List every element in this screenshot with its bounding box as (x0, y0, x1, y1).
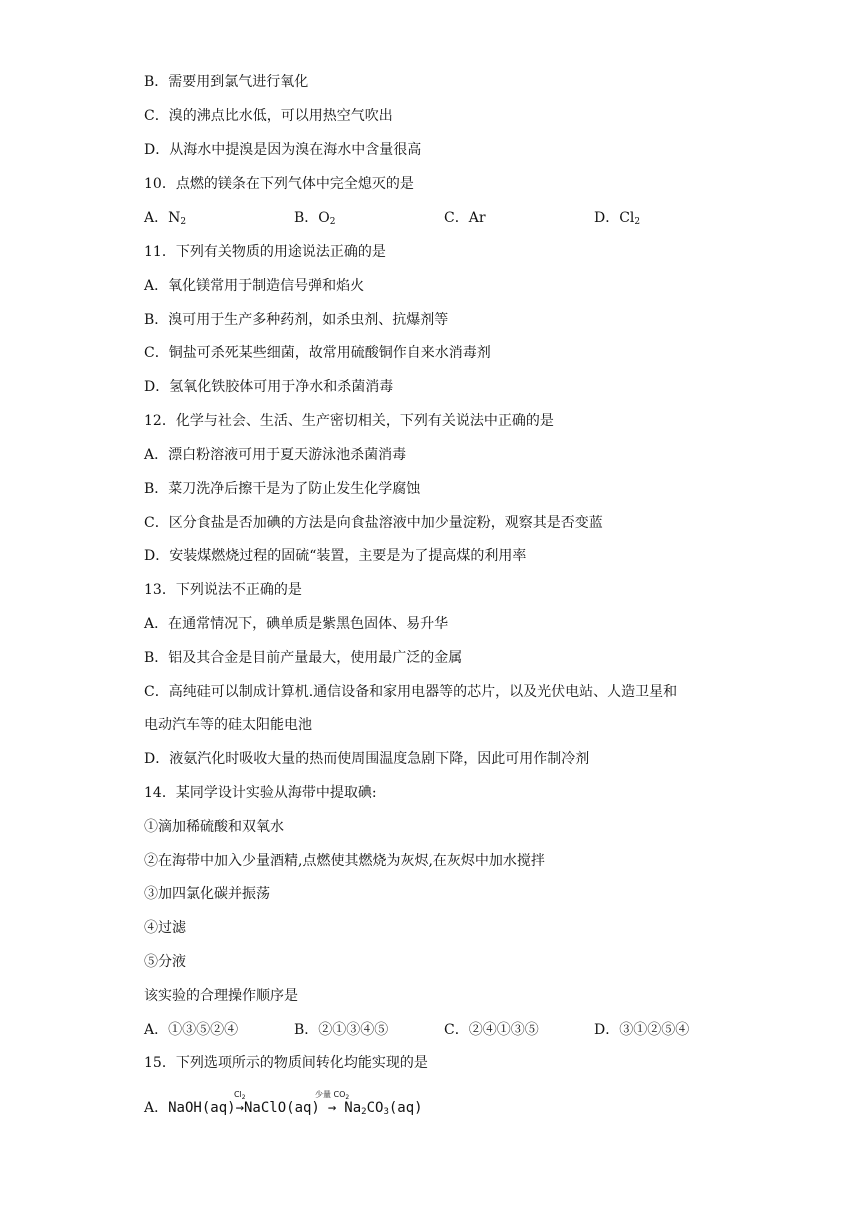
q10-option-b: B．$O_2$ (294, 210, 336, 227)
q14-step-2: ②在海带中加入少量酒精,点燃使其燃烧为灰烬,在灰烬中加水搅拌 (144, 853, 545, 869)
reaction-arrow-2: 少量 $CO_2$ → (320, 1098, 344, 1118)
q10-option-c: C．Ar (444, 210, 486, 226)
q14-option-c: C．②④①③⑤ (444, 1022, 539, 1038)
q14-step-4: ④过滤 (144, 920, 186, 936)
q14-step-1: ①滴加稀硫酸和双氧水 (144, 819, 284, 835)
q15-option-a-label: A． (144, 1100, 169, 1116)
q13-option-a: A．在通常情况下，碘单质是紫黑色固体、易升华 (144, 616, 449, 632)
q15-product: $Na_2CO_3(aq)$ (344, 1100, 423, 1117)
q12-option-d: D．安装煤燃烧过程的固硫“装置，主要是为了提高煤的利用率 (144, 548, 527, 564)
q14-option-a: A．①③⑤②④ (144, 1022, 239, 1038)
q9-option-b: B．需要用到氯气进行氧化 (144, 74, 309, 90)
q11-option-b: B．溴可用于生产多种药剂，如杀虫剂、抗爆剂等 (144, 312, 449, 328)
q15-option-a (144, 1090, 423, 1118)
q11-option-d: D．氢氧化铁胶体可用于净水和杀菌消毒 (144, 379, 394, 395)
q10-stem: 10．点燃的镁条在下列气体中完全熄灭的是 (144, 176, 414, 192)
q11-option-a: A．氧化镁常用于制造信号弹和焰火 (144, 278, 365, 294)
q12-option-b: B．菜刀洗净后擦干是为了防止发生化学腐蚀 (144, 481, 421, 497)
q12-option-a: A．漂白粉溶液可用于夏天游泳池杀菌消毒 (144, 447, 407, 463)
q14-stem: 14．某同学设计实验从海带中提取碘: (144, 785, 377, 801)
q14-step-3: ③加四氯化碳并振荡 (144, 886, 270, 902)
reaction-arrow-1: $Cl_2$ → (236, 1098, 244, 1118)
q14-option-d: D．③①②⑤④ (594, 1022, 690, 1038)
q14-option-b: B．②①③④⑤ (294, 1022, 389, 1038)
q15-stem: 15．下列选项所示的物质间转化均能实现的是 (144, 1055, 428, 1071)
q13-option-b: B．铝及其合金是目前产量最大，使用最广泛的金属 (144, 650, 463, 666)
q10-option-d: D．$Cl_2$ (594, 210, 641, 227)
q12-option-c: C．区分食盐是否加碘的方法是向食盐溶液中加少量淀粉，观察其是否变蓝 (144, 515, 603, 531)
q9-option-c: C．溴的沸点比水低，可以用热空气吹出 (144, 108, 393, 124)
q13-stem: 13．下列说法不正确的是 (144, 582, 302, 598)
q14-prompt: 该实验的合理操作顺序是 (144, 988, 298, 1004)
reaction-arrow-2-label: 少量 $CO_2$ (314, 1090, 350, 1101)
q11-option-c: C．铜盐可杀死某些细菌，故常用硫酸铜作自来水消毒剂 (144, 345, 491, 361)
q12-stem: 12．化学与社会、生活、生产密切相关，下列有关说法中正确的是 (144, 413, 554, 429)
q15-intermediate: NaClO(aq) (244, 1100, 320, 1116)
q14-step-5: ⑤分液 (144, 954, 186, 970)
reaction-arrow-1-label: $Cl_2$ (233, 1090, 246, 1101)
q9-option-d: D．从海水中提溴是因为溴在海水中含量很高 (144, 142, 422, 158)
q11-stem: 11．下列有关物质的用途说法正确的是 (144, 244, 386, 260)
q13-option-c-continued: 电动汽车等的硅太阳能电池 (144, 717, 312, 733)
q10-option-a: A．$N_2$ (144, 210, 187, 227)
q13-option-d: D．液氨汽化时吸收大量的热而使周围温度急剧下降，因此可用作制冷剂 (144, 751, 590, 767)
q15-reactant: NaOH(aq) (168, 1100, 236, 1116)
q13-option-c: C．高纯硅可以制成计算机.通信设备和家用电器等的芯片，以及光伏电站、人造卫星和 (144, 684, 678, 700)
